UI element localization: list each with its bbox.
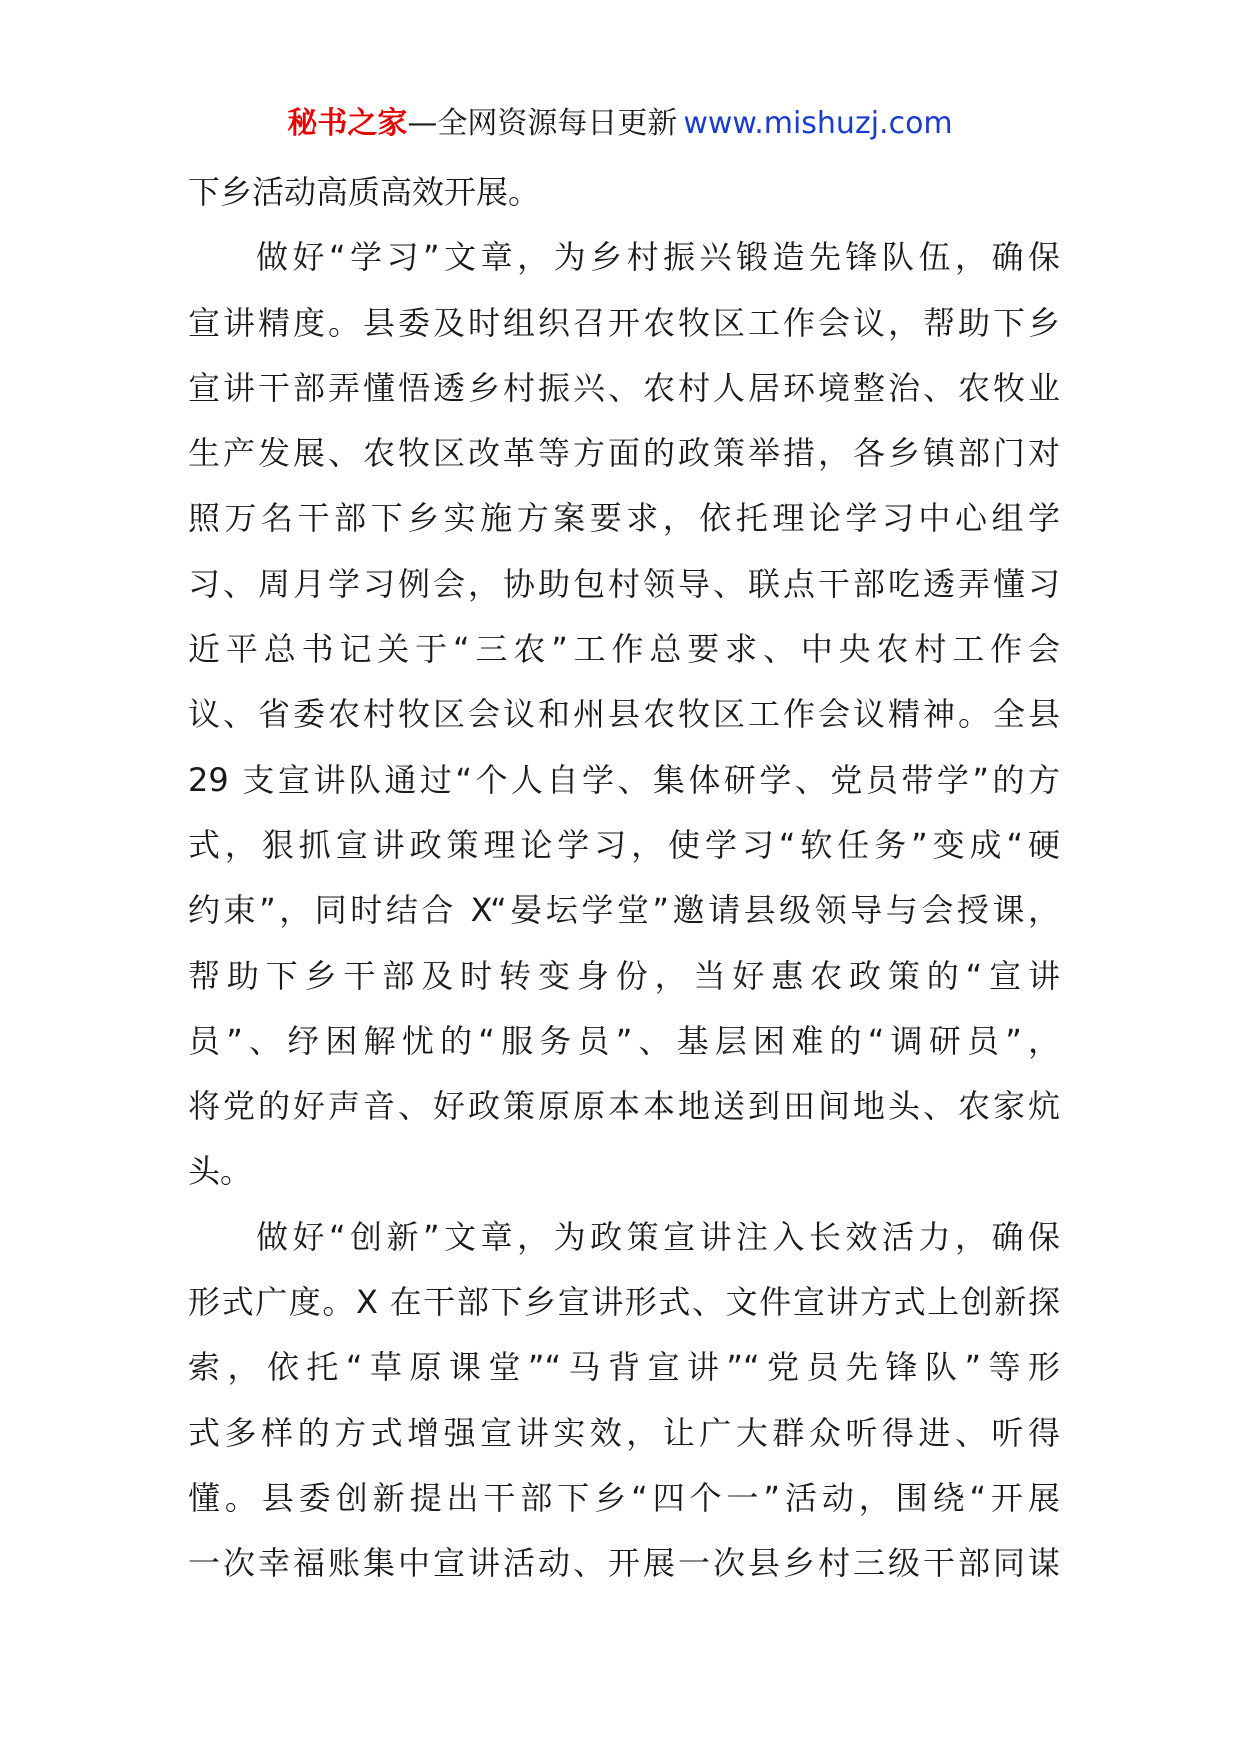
- brand-name: 秘书之家: [287, 106, 408, 141]
- text-line: 照万名干部下乡实施方案要求，依托理论学习中心组学: [188, 499, 1060, 538]
- header-tagline: —全网资源每日更新: [407, 106, 678, 141]
- text-line: 帮助下乡干部及时转变身份，当好惠农政策的“宣讲: [188, 956, 1060, 995]
- text-line: 近平总书记关于“三农”工作总要求、中央农村工作会: [188, 630, 1060, 669]
- text-line: 索，依托“草原课堂”“马背宣讲”“党员先锋队”等形: [188, 1348, 1060, 1387]
- text-line: 头。: [188, 1152, 253, 1191]
- site-header: [0, 104, 1240, 144]
- text-line: 员”、纾困解忧的“服务员”、基层困难的“调研员”，: [188, 1021, 1060, 1060]
- text-line: 29 支宣讲队通过“个人自学、集体研学、党员带学”的方: [188, 760, 1060, 799]
- text-line: 做好“创新”文章，为政策宣讲注入长效活力，确保: [256, 1217, 1060, 1256]
- text-line: 议、省委农村牧区会议和州县农牧区工作会议精神。全县: [188, 695, 1060, 734]
- text-line: 做好“学习”文章，为乡村振兴锻造先锋队伍，确保: [256, 238, 1060, 277]
- text-line: 式多样的方式增强宣讲实效，让广大群众听得进、听得: [188, 1413, 1060, 1452]
- text-line: 形式广度。X 在干部下乡宣讲形式、文件宣讲方式上创新探: [188, 1283, 1060, 1322]
- text-line: 式，狠抓宣讲政策理论学习，使学习“软任务”变成“硬: [188, 825, 1060, 864]
- text-line: 懂。县委创新提出干部下乡“四个一”活动，围绕“开展: [188, 1478, 1060, 1517]
- text-line: 习、周月学习例会，协助包村领导、联点干部吃透弄懂习: [188, 564, 1060, 603]
- text-line: 一次幸福账集中宣讲活动、开展一次县乡村三级干部同谋: [188, 1544, 1060, 1583]
- text-line: 宣讲干部弄懂悟透乡村振兴、农村人居环境整治、农牧业: [188, 368, 1060, 407]
- text-line: 宣讲精度。县委及时组织召开农牧区工作会议，帮助下乡: [188, 303, 1060, 342]
- text-line: 约束”，同时结合 X“晏坛学堂”邀请县级领导与会授课，: [188, 891, 1060, 930]
- text-line: 生产发展、农牧区改革等方面的政策举措，各乡镇部门对: [188, 434, 1060, 473]
- text-line: 将党的好声音、好政策原原本本地送到田间地头、农家炕: [188, 1087, 1060, 1126]
- site-url-link[interactable]: www.mishuzj.com: [683, 106, 953, 141]
- text-line: 下乡活动高质高效开展。: [188, 173, 541, 211]
- document-body: [188, 160, 1060, 1597]
